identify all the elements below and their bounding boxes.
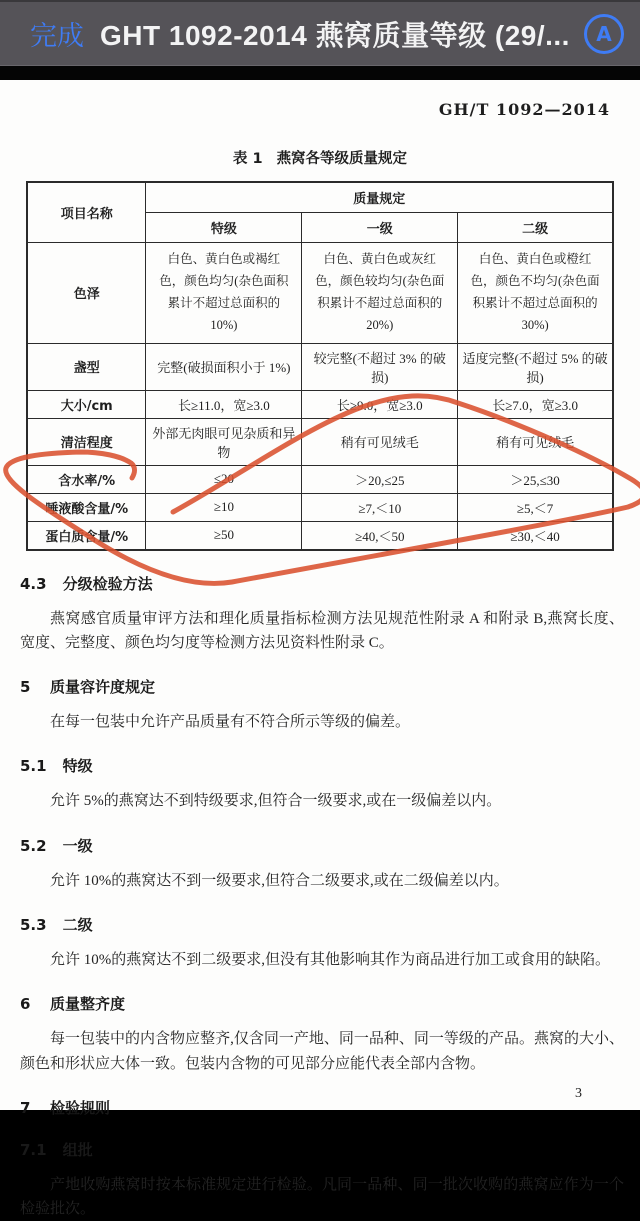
section-title: 组批 [63, 1141, 93, 1159]
section-title: 特级 [63, 757, 93, 775]
cell-value: ≥5,＜7 [458, 493, 613, 521]
section-paragraph: 产地收购燕窝时按本标准规定进行检验。凡同一品种、同一批次收购的燕窝应作为一个检验批次。 [20, 1173, 624, 1221]
cell-value: ≥40,＜50 [302, 521, 458, 550]
section-heading [20, 835, 620, 856]
section-number: 4.3 [20, 575, 47, 593]
section-title: 检验规则 [50, 1099, 110, 1117]
table-row [27, 493, 613, 521]
section-heading [20, 993, 620, 1014]
section-paragraph: 在每一包装中允许产品质量有不符合所示等级的偏差。 [20, 710, 624, 734]
col-header-grade-0: 特级 [146, 213, 302, 243]
cell-value: 长≥11.0，宽≥3.0 [146, 390, 302, 418]
row-label: 蛋白质含量/% [27, 521, 146, 550]
section-heading [20, 914, 620, 935]
row-label: 清洁程度 [27, 418, 146, 465]
document-title: GHT 1092-2014 燕窝质量等级 (29/... [94, 14, 576, 54]
cell-value: ≥50 [146, 521, 302, 550]
section-number: 5 [20, 678, 34, 696]
document-sections [0, 573, 640, 1221]
cell-value: ≥7,＜10 [302, 493, 458, 521]
cell-value: ≥30,＜40 [458, 521, 613, 550]
section-heading [20, 1097, 620, 1118]
pdf-page [0, 80, 640, 1110]
cell-value: 适度完整(不超过 5% 的破损) [458, 343, 613, 390]
cell-value: ≥10 [146, 493, 302, 521]
row-label: 盏型 [27, 343, 146, 390]
cell-value: ＞25,≤30 [458, 465, 613, 493]
cell-value: 较完整(不超过 3% 的破损) [302, 343, 458, 390]
section-paragraph: 允许 10%的燕窝达不到二级要求,但没有其他影响其作为商品进行加工或食用的缺陷。 [20, 948, 624, 972]
page-number: 3 [575, 1086, 582, 1102]
row-label: 大小/cm [27, 390, 146, 418]
cell-value: 外部无肉眼可见杂质和异物 [146, 418, 302, 465]
cell-value: ≤20 [146, 465, 302, 493]
section-heading [20, 676, 620, 697]
col-header-grade-1: 一级 [302, 213, 458, 243]
section-title: 质量容许度规定 [50, 678, 155, 696]
viewer-background-strip [0, 66, 640, 80]
done-button[interactable]: 完成 [30, 14, 84, 53]
section-title: 一级 [63, 837, 93, 855]
table-row [27, 418, 613, 465]
row-label: 色泽 [27, 243, 146, 344]
reader-mode-icon: A [584, 14, 624, 54]
top-toolbar [0, 0, 640, 66]
table-row [27, 343, 613, 390]
row-label: 唾液酸含量/% [27, 493, 146, 521]
section-number: 7 [20, 1099, 34, 1117]
section-number: 5.2 [20, 837, 47, 855]
section-heading [20, 573, 620, 594]
cell-value: 白色、黄白色或褐红色，颜色均匀(杂色面积累计不超过总面积的 10%) [146, 243, 302, 344]
cell-value: 长≥9.0，宽≥3.0 [302, 390, 458, 418]
section-number: 5.3 [20, 916, 47, 934]
table-row [27, 465, 613, 493]
table-caption [0, 147, 640, 168]
section-number: 6 [20, 995, 34, 1013]
section-heading [20, 1139, 620, 1160]
cell-value: 白色、黄白色或橙红色，颜色不均匀(杂色面积累计不超过总面积的 30%) [458, 243, 613, 344]
cell-value: 稍有可见绒毛 [302, 418, 458, 465]
quality-grades-table [26, 181, 614, 551]
section-title: 二级 [63, 916, 93, 934]
section-title: 分级检验方法 [63, 575, 153, 593]
section-paragraph: 允许 5%的燕窝达不到特级要求,但符合一级要求,或在一级偏差以内。 [20, 789, 624, 813]
cell-value: 稍有可见绒毛 [458, 418, 613, 465]
cell-value: 长≥7.0，宽≥3.0 [458, 390, 613, 418]
section-paragraph: 每一包装中的内含物应整齐,仅含同一产地、同一品种、同一等级的产品。燕窝的大小、颜色和形状应大体一致。包装内含物的可见部分应能代表全部内含物。 [20, 1027, 624, 1076]
cell-value: ＞20,≤25 [302, 465, 458, 493]
cell-value: 白色、黄白色或灰红色，颜色较均匀(杂色面积累计不超过总面积的 20%) [302, 243, 458, 344]
col-header-item: 项目名称 [27, 182, 146, 243]
table-caption-title: 燕窝各等级质量规定 [277, 151, 408, 167]
table-row [27, 243, 613, 344]
table-row [27, 390, 613, 418]
section-title: 质量整齐度 [50, 995, 125, 1013]
standard-code: GH/T 1092—2014 [0, 100, 610, 119]
table-caption-number: 表 1 [233, 151, 263, 167]
row-label: 含水率/% [27, 465, 146, 493]
reader-mode-button[interactable] [582, 12, 626, 56]
section-number: 5.1 [20, 757, 47, 775]
section-heading [20, 755, 620, 776]
cell-value: 完整(破损面积小于 1%) [146, 343, 302, 390]
section-number: 7.1 [20, 1141, 47, 1159]
section-paragraph: 燕窝感官质量审评方法和理化质量指标检测方法见规范性附录 A 和附录 B,燕窝长度、宽度、完整度、颜色均匀度等检测方法见资料性附录 C。 [20, 607, 624, 656]
table-row [27, 521, 613, 550]
col-header-quality: 质量规定 [146, 182, 613, 213]
col-header-grade-2: 二级 [458, 213, 613, 243]
section-paragraph: 允许 10%的燕窝达不到一级要求,但符合二级要求,或在二级偏差以内。 [20, 869, 624, 893]
